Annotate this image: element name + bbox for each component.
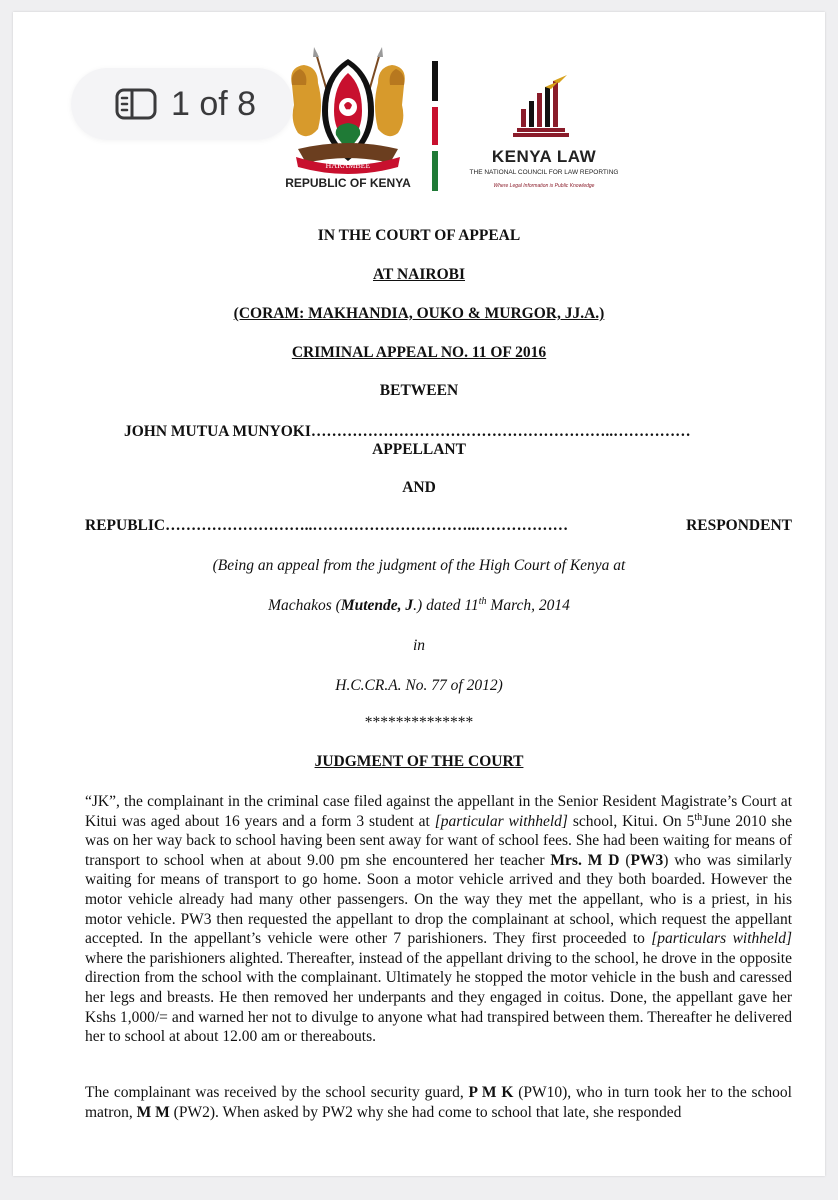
document-page: [13, 12, 825, 1176]
sidebar-toggle-icon[interactable]: [115, 88, 157, 120]
between-label: BETWEEN: [379, 382, 459, 399]
page-counter-label: 1 of 8: [171, 84, 257, 123]
respondent-line: [85, 517, 792, 535]
p1-sup: th: [694, 811, 703, 823]
p1-text-c: school, Kitui. On 5: [567, 812, 695, 830]
separator-stars: **************: [364, 714, 474, 731]
origin-line-2-post: March, 2014: [486, 597, 570, 614]
p1-pw3: PW3: [630, 851, 664, 869]
origin-line-4: H.C.CR.A. No. 77 of 2012): [335, 677, 503, 694]
kenya-law-subtitle: THE NATIONAL COUNCIL FOR LAW REPORTING: [469, 169, 619, 176]
flag-divider-icon: [432, 61, 438, 191]
p1-text-d: June 2010 she was on her way back to school having been sent away for want of school fees. She had been waiting for means of transport to school when at about 9.00 pm she encountered her teacher: [85, 812, 792, 869]
p1-text-f: (: [619, 851, 631, 869]
appellant-name: JOHN MUTUA MUNYOKI: [124, 423, 311, 440]
p1-teacher-name: Mrs. M D: [550, 851, 620, 869]
p1-withheld-1: [particular withheld]: [434, 812, 568, 830]
court-location: AT NAIROBI: [372, 266, 466, 283]
p1-text-h: ) who was similarly waiting for means of transport to go home. Soon a motor vehicle arrived and they both boarded. However the motor vehicle already had many other passengers. On the way they met the appellant, who is a priest, in his motor vehicle. PW3 then requested the appellant to drop the complainant at school, which request the appellant accepted. In the appellant’s vehicle were other 7 parishioners. They first proceeded to: [85, 851, 792, 948]
respondent-dots: ………………………..…………………………..………………: [165, 517, 569, 534]
respondent-name: REPUBLIC: [85, 517, 166, 534]
origin-judge: Mutende, J: [340, 597, 414, 614]
motto-text: HARAMBEE: [325, 161, 371, 170]
p2-guard-name: P M K: [468, 1084, 514, 1101]
p2-text-a: The complainant was received by the school security guard,: [85, 1084, 469, 1101]
paragraph-2: [85, 1083, 792, 1122]
appellant-line: [124, 423, 691, 441]
appeal-number: CRIMINAL APPEAL NO. 11 OF 2016: [291, 344, 547, 361]
and-label: AND: [402, 479, 436, 496]
coram: (CORAM: MAKHANDIA, OUKO & MURGOR, JJ.A.): [233, 305, 605, 322]
origin-sup: th: [478, 595, 487, 607]
court-name: IN THE COURT OF APPEAL: [317, 227, 521, 244]
p2-matron-name: M M: [136, 1103, 170, 1121]
document-header: [278, 45, 628, 205]
paragraph-1: [85, 792, 792, 1047]
kenya-law-tagline: Where Legal Information is Public Knowledge: [493, 183, 595, 189]
origin-line-3: in: [412, 637, 426, 654]
origin-line-2: [13, 597, 825, 615]
kenya-law-logo-icon: [509, 73, 579, 143]
origin-line-2-pre: Machakos (: [268, 597, 341, 614]
origin-line-1: (Being an appeal from the judgment of the High Court of Kenya at: [212, 557, 626, 574]
p1-text-j: where the parishioners alighted. Thereafter, instead of the appellant driving to the school, he drove in the opposite direction from the school with the complainant. Ultimately he stopped the motor vehicle in the bush and caressed her legs and breasts. He then removed her underpants and they engaged in coitus. Done, the appellant gave her Kshs 1,000/= and warned her not to divulge to anyone what had transpired between them. Thereafter he delivered her to school at about 12.00 am or thereabouts.: [85, 949, 792, 1046]
p1-text-a: “JK”, the complainant in the criminal case filed against the appellant in the Senior Resident Magistrate’s Court at Kitui was aged about 16 years and a form 3 student at: [85, 793, 792, 830]
appellant-label: APPELLANT: [372, 441, 466, 458]
page-counter[interactable]: [71, 68, 293, 140]
p1-withheld-2: [particulars withheld]: [651, 930, 792, 948]
respondent-label: RESPONDENT: [686, 517, 792, 534]
coat-caption: REPUBLIC OF KENYA: [285, 176, 411, 190]
kenya-law-title: KENYA LAW: [491, 147, 597, 166]
p2-text-c: (PW10), who in turn took her to the school matron,: [85, 1084, 792, 1121]
appellant-dots: …………………………………………………..……………: [310, 423, 691, 440]
origin-line-2-mid: .) dated 11: [413, 597, 479, 614]
kenya-coat-of-arms-icon: [278, 45, 418, 177]
judgment-heading: JUDGMENT OF THE COURT: [314, 753, 524, 770]
p2-text-e: (PW2). When asked by PW2 why she had come to school that late, she responded: [169, 1103, 682, 1121]
